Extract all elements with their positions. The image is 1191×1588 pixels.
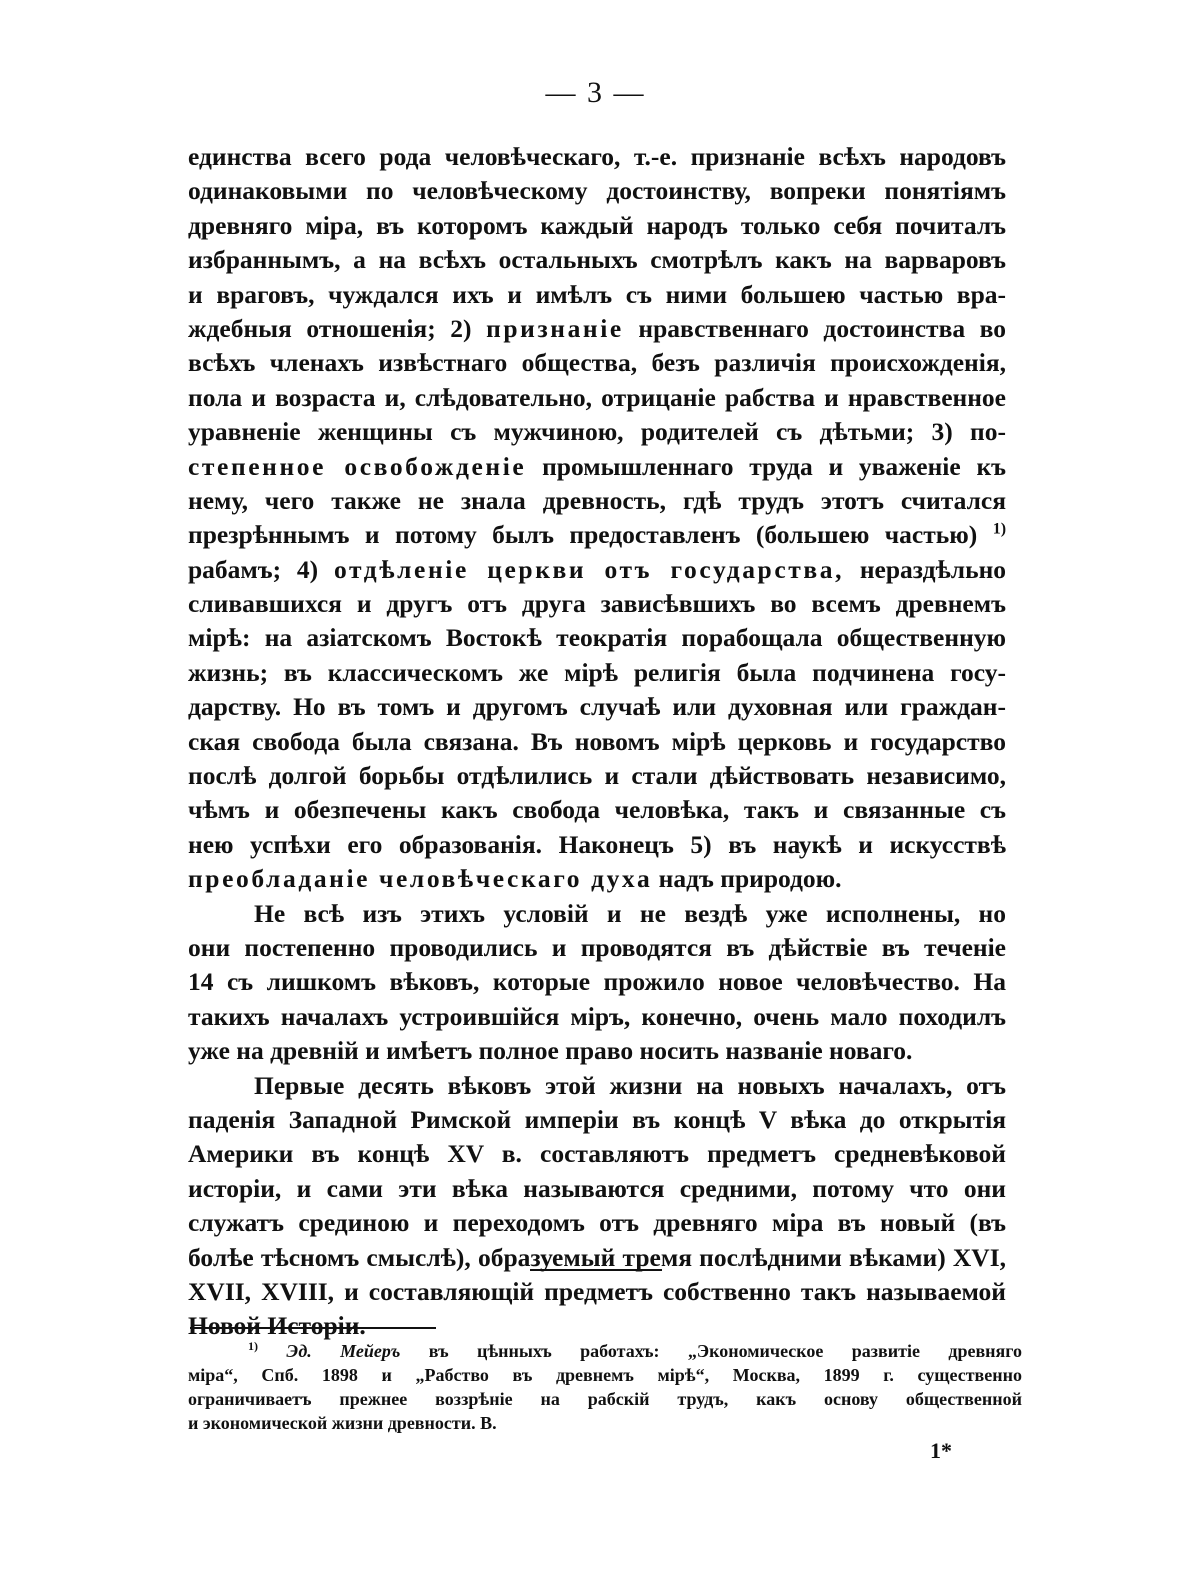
text-line: сливавшихся и другъ отъ друга зависѣвшихъ во всемъ древнемъ [188,589,1006,619]
text-line: они постепенно проводились и проводятся въ дѣйствіе въ теченіе [188,932,1006,962]
text-line: такихъ началахъ устроившійся міръ, конечно, очень мало походилъ [188,1001,1006,1031]
text-line: дарству. Но въ томъ и другомъ случаѣ или духовная или граждан- [188,692,1006,722]
footnote-line: и экономической жизни древности. В. [188,1413,497,1433]
text-line: уравненіе женщины съ мужчиною, родителей съ дѣтьми; 3) по- [188,417,1006,447]
footnote-line [188,1339,1022,1363]
text-line: Не всѣ изъ этихъ условій и не вездѣ уже исполнены, но [254,898,1006,928]
footnote-marker: 1) [248,1339,258,1353]
text-line: паденія Западной Римской имперіи въ концѣ V вѣка до открытія [188,1104,1006,1134]
text-line [188,312,1006,346]
text-line: нему, чего также не знала древность, гдѣ трудъ этотъ считался [188,485,1006,515]
footnote-separator [190,1327,436,1329]
footnote-author: Эд. Мейеръ [286,1341,401,1361]
text-line [188,450,1006,484]
text-line: Первые десять вѣковъ этой жизни на новыхъ началахъ, отъ [254,1070,1006,1100]
text-line [188,862,1006,896]
text-line: послѣ долгой борьбы отдѣлились и стали дѣйствовать независимо, [188,761,1006,791]
text-line: чѣмъ и обезпечены какъ свобода человѣка, такъ и связанные съ [188,795,1006,825]
text-line: древняго міра, въ которомъ каждый народъ только себя почиталъ [188,210,1006,240]
text-run: нераздѣльно [859,554,1006,584]
text-line: 14 съ лишкомъ вѣковъ, которые прожило новое человѣчество. На [188,967,1006,997]
text-line: одинаковыми по человѣческому достоинству, вопреки понятіямъ [188,176,1006,206]
text-run: нравственнаго достоинства во [638,313,1006,343]
text-run: въ цѣнныхъ работахъ: „Экономическое развитіе древняго [428,1341,1022,1361]
signature-mark: 1* [930,1438,952,1463]
text-line: и враговъ, чуждался ихъ и имѣлъ съ ними большею частью вра- [188,279,1006,309]
text-run: рабамъ; 4) [188,554,319,584]
footnote-line: міра“, Спб. 1898 и „Рабство въ древнемъ мірѣ“, Москва, 1899 г. существенно [188,1365,1022,1385]
text-line: нею успѣхи его образованія. Наконецъ 5) въ наукѣ и искусствѣ [188,829,1006,859]
spaced-emphasis: степенное освобожденіе [188,451,527,481]
text-run: презрѣннымъ и потому былъ предоставленъ (большею частью) [188,520,978,550]
main-text [188,140,1006,1344]
text-line: избраннымъ, а на всѣхъ остальныхъ смотрѣлъ какъ на варваровъ [188,245,1006,275]
text-run: ждебныя отношенія; 2) [188,313,472,343]
spaced-emphasis: признаніе [486,313,624,343]
page-number: — 3 — [545,76,646,109]
text-line: исторіи, и сами эти вѣка называются средними, потому что они [188,1173,1006,1203]
footnote-line: ограничиваетъ прежнее воззрѣніе на рабскій трудъ, какъ основу общественной [188,1389,1022,1409]
footnote [188,1339,1022,1435]
section-end-rule [530,1269,662,1271]
text-line: уже на древній и имѣетъ полное право носить названіе новаго. [188,1036,913,1066]
text-line: пола и возраста и, слѣдовательно, отрицаніе рабства и нравственное [188,382,1006,412]
text-line: болѣе тѣсномъ смыслѣ), образуемый тремя послѣдними вѣками) XVI, [188,1242,1006,1272]
spaced-emphasis: преобладаніе человѣческаго духа [188,864,653,894]
text-run: надъ природою. [658,864,842,894]
text-line: Америки въ концѣ XV в. составляютъ предметъ средневѣковой [188,1139,1006,1169]
text-line: жизнь; въ классическомъ же мірѣ религія была подчинена госу- [188,657,1006,687]
text-line: ская свобода была связана. Въ новомъ мірѣ церковь и государство [188,726,1006,756]
text-line: единства всего рода человѣческаго, т.-е. признаніе всѣхъ народовъ [188,142,1006,171]
text-line: Новой Исторіи. [188,1311,366,1341]
text-line: XVII, XVIII, и составляющій предметъ собственно такъ называемой [188,1276,1006,1306]
footnote-reference: 1) [992,520,1006,538]
spaced-emphasis: отдѣленіе церкви отъ государства, [333,554,845,584]
text-line: всѣхъ членахъ извѣстнаго общества, безъ различія происхожденія, [188,348,1006,378]
text-run: промышленнаго труда и уваженіе къ [542,451,1006,481]
text-line [188,518,1006,552]
text-line: мірѣ: на азіатскомъ Востокѣ теократія порабощала общественную [188,623,1006,653]
text-line [188,553,1006,587]
text-line: служатъ срединою и переходомъ отъ древняго міра въ новый (въ [188,1208,1006,1238]
